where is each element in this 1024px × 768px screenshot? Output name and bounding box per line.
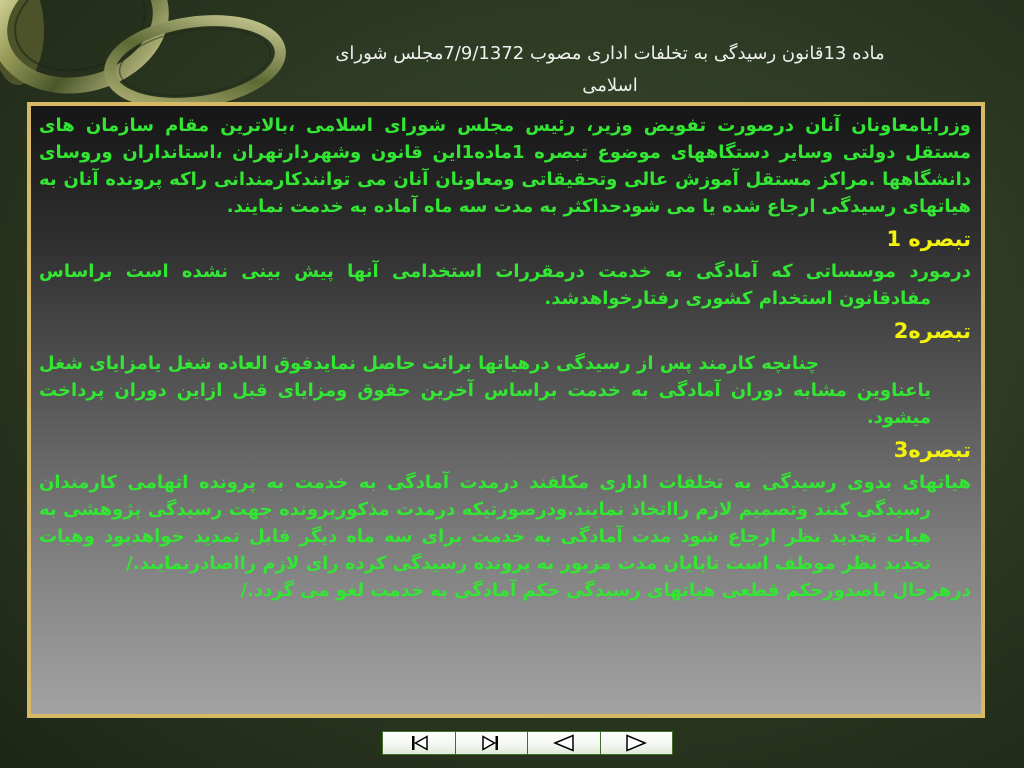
intro-paragraph: وزرایامعاونان آنان درصورت تفویض وزیر، رئیس مجلس شورای اسلامی ،بالاترین مقام سازمان های مستقل دولتی وسایر دستگاههای موضوع تبصره 1ماده1این قانون وشهردارتهران ،استانداران وروسای دانشگاهها .مراکز مستقل آموزش عالی وتحقیقاتی ومعاونان آنان می توانندکارمندانی راکه پرونده آنان به هیاتهای رسیدگی ارجاع شده یا می شودحداکثر به مدت سه ماه آماده به خدمت نمایند. xyxy=(39,115,971,217)
note-heading-3: تبصره3 xyxy=(893,438,971,462)
slide-title-line-1: ماده 13قانون رسیدگی به تخلفات اداری مصوب 7/9/1372مجلس شورای xyxy=(335,43,885,64)
next-icon xyxy=(620,734,652,752)
slide-navigation xyxy=(382,731,673,755)
skip-to-first-icon xyxy=(403,734,435,752)
first-slide-button[interactable] xyxy=(383,732,455,754)
slide-title xyxy=(270,38,950,102)
note-heading-2: تبصره2 xyxy=(893,319,971,343)
next-slide-button[interactable] xyxy=(600,732,673,754)
note-3-paragraph: هیاتهای بدوی رسیدگی به تخلفات اداری مکلفند درمدت آمادگی به خدمت به پرونده اتهامی کارمندان رسیدگی کنند وتصمیم لازم رااتخاذ نمایند.ودرصورتیکه درمدت مذکورپرونده جهت رسیدگی پژوهشی به هیات تجدید نظر ارجاع شود مدت آمادگی به خدمت برای سه ماه دیگر قابل تمدید خواهدبود وهیات تجدید نظر موظف است تاپایان مدت مزبور به پرونده رسیدگی کرده رای لازم رااصادرنمایند./ xyxy=(39,472,971,574)
note-heading-1: تبصره 1 xyxy=(886,227,971,251)
previous-slide-button[interactable] xyxy=(527,732,600,754)
content-box xyxy=(27,102,985,718)
last-slide-button[interactable] xyxy=(455,732,528,754)
previous-icon xyxy=(548,734,580,752)
skip-to-last-icon xyxy=(475,734,507,752)
final-paragraph: درهرحال باصدورحکم قطعی هیاتهای رسیدگی حکم آمادگی به خدمت لغو می گردد./ xyxy=(240,580,971,601)
slide-title-line-2: اسلامی xyxy=(582,75,638,96)
note-2-paragraph: چنانچه کارمند پس از رسیدگی درهیاتها برائت حاصل نمایدفوق العاده شغل یامزایای شغل یاعناوین مشابه دوران آمادگی به خدمت براساس آخرین حقوق ومزایای قبل ازاین دوران پرداخت میشود. xyxy=(39,353,931,428)
note-1-paragraph: درمورد موسساتی که آمادگی به خدمت درمقررات استخدامی آنها پیش بینی نشده است براساس مفادقانون استخدام کشوری رفتارخواهدشد. xyxy=(39,261,971,309)
